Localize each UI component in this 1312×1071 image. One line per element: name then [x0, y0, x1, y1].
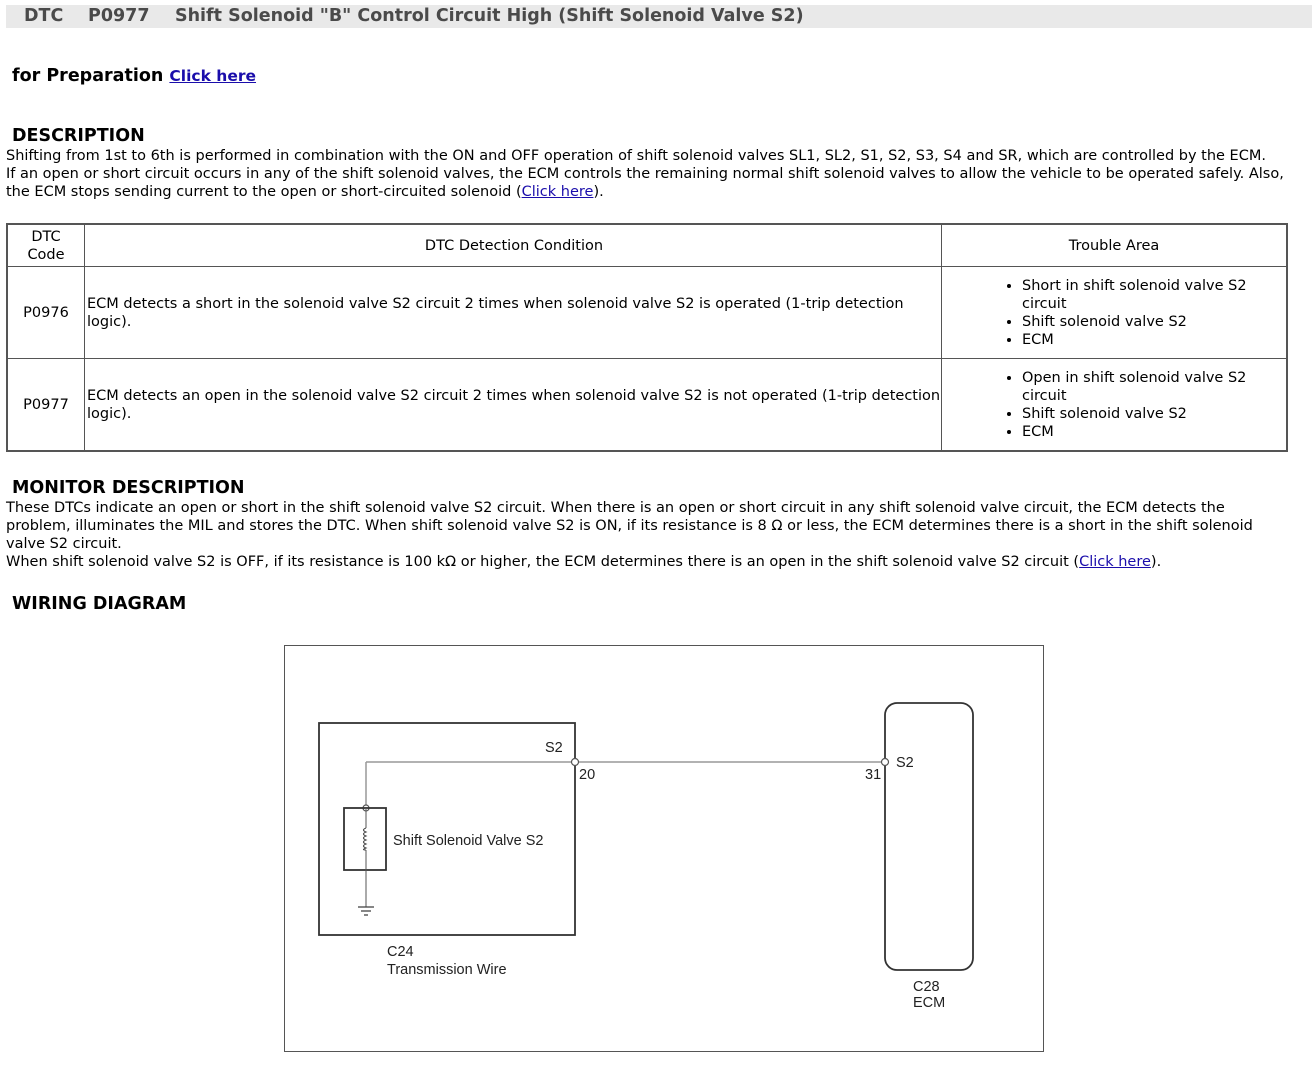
- monitor-link[interactable]: Click here: [1079, 554, 1151, 570]
- right-terminal: [882, 759, 889, 766]
- description-line: the ECM stops sending current to the open or short-circuited solenoid (Click here).: [6, 184, 604, 200]
- trouble-area-item: • ECM: [1022, 331, 1286, 349]
- description-text: [6, 147, 1310, 201]
- dtc-label: DTC: [24, 6, 64, 26]
- preparation-link[interactable]: Click here: [169, 67, 257, 85]
- row-condition: ECM detects an open in the solenoid valve S2 circuit 2 times when solenoid valve S2 is not operated (1-trip detection logic).: [85, 359, 942, 452]
- right-connector-name: ECM: [913, 995, 946, 1011]
- monitor-text: [6, 499, 1310, 571]
- header-dtc-code: DTC Code: [7, 224, 85, 267]
- right-terminal-name: S2: [896, 755, 914, 771]
- solenoid-label: Shift Solenoid Valve S2: [393, 833, 544, 849]
- left-pin-number: 20: [579, 767, 596, 783]
- wiring-heading: WIRING DIAGRAM: [12, 594, 187, 614]
- row-trouble-area: [942, 267, 1288, 359]
- monitor-line: When shift solenoid valve S2 is OFF, if its resistance is 100 kΩ or higher, the ECM determines there is an open in the shift solenoid valve S2 circuit (Click here).: [6, 554, 1162, 570]
- table-row: [7, 359, 1287, 452]
- coil-icon: [364, 828, 367, 850]
- left-terminal-name: S2: [545, 740, 563, 756]
- left-terminal: [572, 759, 579, 766]
- transmission-wire-box: [319, 723, 575, 935]
- header-trouble-area: Trouble Area: [942, 224, 1288, 267]
- description-line: If an open or short circuit occurs in any of the shift solenoid valves, the ECM controls the remaining normal shift solenoid valves to allow the vehicle to be operated safely. Also,: [6, 166, 1284, 182]
- monitor-heading: MONITOR DESCRIPTION: [12, 478, 245, 498]
- trouble-area-item: • ECM: [1022, 423, 1286, 441]
- description-heading: DESCRIPTION: [12, 126, 145, 146]
- dtc-table: [6, 223, 1288, 452]
- title-bar: [6, 5, 1312, 28]
- row-trouble-area: [942, 359, 1288, 452]
- wiring-diagram: [284, 645, 1044, 1052]
- right-pin-number: 31: [865, 767, 882, 783]
- row-code: P0976: [7, 267, 85, 359]
- monitor-line: problem, illuminates the MIL and stores the DTC. When shift solenoid valve S2 is ON, if its resistance is 8 Ω or less, the ECM determines there is a short in the shift solenoid: [6, 518, 1253, 534]
- trouble-area-item: • Shift solenoid valve S2: [1022, 313, 1286, 331]
- right-connector-code: C28: [913, 979, 940, 995]
- dtc-code: P0977: [88, 6, 150, 26]
- preparation-label: for Preparation: [12, 66, 164, 86]
- wiring-diagram-svg: [285, 646, 1043, 1051]
- table-header-row: [7, 224, 1287, 267]
- preparation-line: [12, 64, 256, 88]
- page-title: Shift Solenoid "B" Control Circuit High (Shift Solenoid Valve S2): [175, 6, 804, 26]
- row-code: P0977: [7, 359, 85, 452]
- header-detection-condition: DTC Detection Condition: [85, 224, 942, 267]
- trouble-area-item: • Open in shift solenoid valve S2 circuit: [1022, 369, 1286, 405]
- ecm-box: [885, 703, 973, 970]
- description-line: Shifting from 1st to 6th is performed in combination with the ON and OFF operation of shift solenoid valves SL1, SL2, S1, S2, S3, S4 and SR, which are controlled by the ECM.: [6, 148, 1266, 164]
- row-condition: ECM detects a short in the solenoid valve S2 circuit 2 times when solenoid valve S2 is operated (1-trip detection logic).: [85, 267, 942, 359]
- trouble-area-item: • Short in shift solenoid valve S2 circuit: [1022, 277, 1286, 313]
- trouble-area-item: • Shift solenoid valve S2: [1022, 405, 1286, 423]
- left-connector-code: C24: [387, 944, 414, 960]
- description-link[interactable]: Click here: [521, 184, 594, 200]
- table-row: [7, 267, 1287, 359]
- left-connector-name: Transmission Wire: [387, 962, 507, 978]
- monitor-line: valve S2 circuit.: [6, 536, 122, 552]
- monitor-line: These DTCs indicate an open or short in the shift solenoid valve S2 circuit. When there is an open or short circuit in any shift solenoid valve circuit, the ECM detects the: [6, 500, 1225, 516]
